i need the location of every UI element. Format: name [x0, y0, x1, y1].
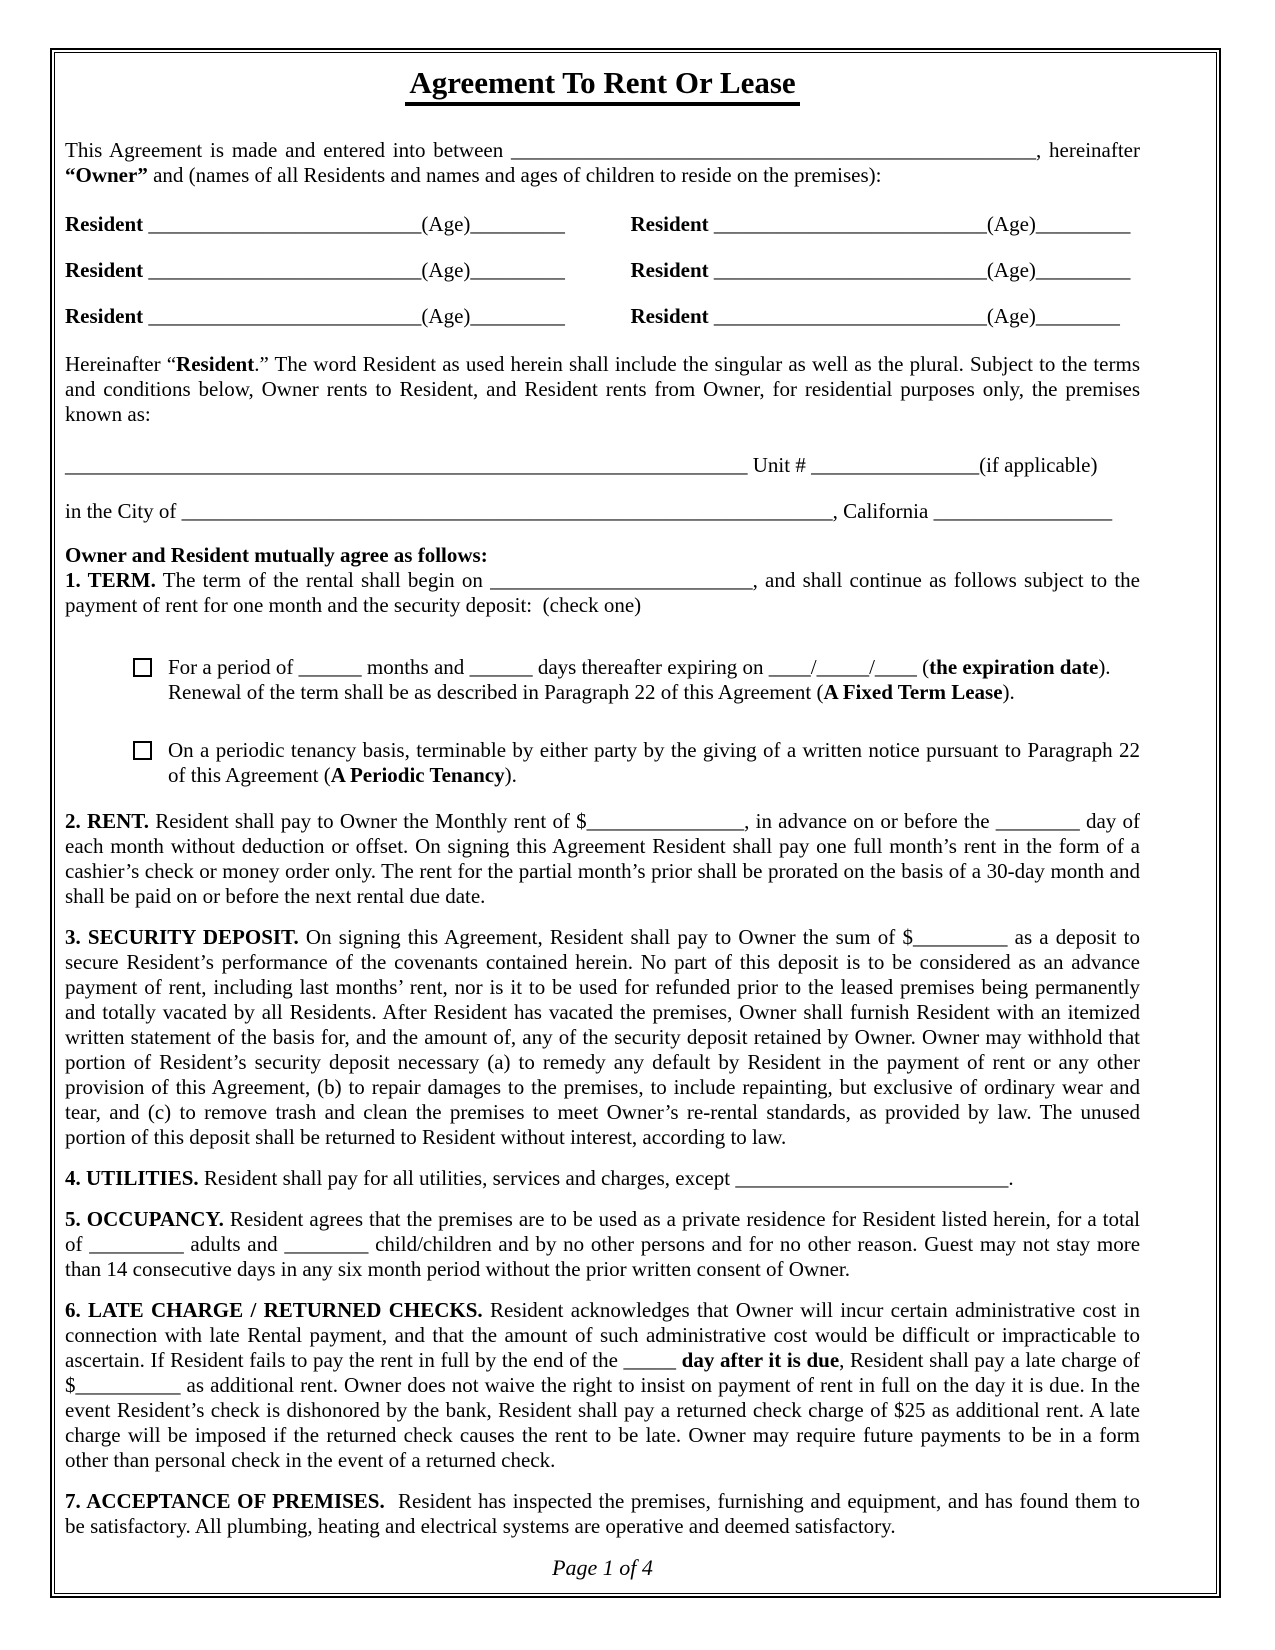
periodic-tenancy-term: A Periodic Tenancy — [330, 763, 505, 787]
intro-text-2: , hereinafter — [1036, 138, 1140, 162]
rent-text-3: day of each month without deduction or offset. On signing this Agreement Resident shall pay one full month’s rent in the form of a cashier’s check or money order only. The rent for the partial month’s prior shall be prorated on the basis of a 30-day month and shall be paid on or before the next rental due date. — [65, 809, 1140, 908]
resident-row-3-right — [631, 304, 1141, 329]
resident-age-blank: _________ — [1035, 212, 1131, 236]
resident-term: Resident — [176, 352, 255, 376]
fixed-term-text — [168, 655, 1140, 705]
utilities-text-2: . — [1008, 1166, 1014, 1190]
resident-name-blank: __________________________ — [148, 258, 422, 282]
hereinafter-text-2: .” The word Resident as used herein shall include the singular as well as the plural. Subject to the terms and conditions below, Owner rents to Resident, and Resident rents from Owner, for residential purposes only, the premises known as: — [65, 352, 1140, 426]
security-text-1: On signing this Agreement, Resident shall pay to Owner the sum of $ — [298, 925, 913, 949]
occupancy-label: 5. OCCUPANCY. — [65, 1207, 224, 1231]
resident-label: Resident — [65, 258, 144, 282]
resident-row-2-right — [631, 258, 1141, 283]
periodic-tenancy-option — [133, 738, 1140, 788]
if-applicable-label: (if applicable) — [979, 453, 1098, 477]
fixed-term-option — [133, 655, 1140, 705]
utilities-text-1: Resident shall pay for all utilities, services and charges, except — [198, 1166, 736, 1190]
age-label: (Age) — [986, 304, 1036, 328]
expiration-date-blank: ____/_____/____ — [768, 655, 917, 679]
resident-age-blank: _________ — [470, 304, 565, 328]
fixed-term-t5: ). — [1098, 655, 1111, 679]
resident-age-blank: _________ — [1035, 258, 1131, 282]
utilities-label: 4. UTILITIES. — [65, 1166, 199, 1190]
section-4-utilities — [65, 1166, 1140, 1191]
periodic-text-2: ). — [504, 763, 517, 787]
fixed-term-t1: For a period of — [168, 655, 299, 679]
age-label: (Age) — [986, 258, 1036, 282]
rent-text-2: , in advance on or before the — [744, 809, 996, 833]
premises-address-blank: _________________________________________________________________ — [65, 453, 748, 477]
occupancy-text-1: Resident agrees that the premises are to be used as a private residence for Resident listed herein, for a total of — [65, 1207, 1141, 1256]
title-wrap — [65, 65, 1140, 106]
late-text-2: , Resident shall pay a late charge of $ — [65, 1348, 1140, 1397]
renewal-text: Renewal of the term shall be as described in Paragraph 22 of this Agreement ( — [168, 680, 824, 704]
rent-day-blank: ________ — [995, 809, 1080, 833]
city-blank: ______________________________________________________________ — [181, 499, 833, 523]
term-text-1: The term of the rental shall begin on — [155, 568, 491, 592]
resident-label: Resident — [630, 304, 709, 328]
section-5-occupancy — [65, 1207, 1140, 1282]
late-charge-label: 6. LATE CHARGE / RETURNED CHECKS. — [65, 1298, 483, 1322]
security-text-2: as a deposit to secure Resident’s performance of the covenants contained herein. No part of this deposit is to be considered as an advance payment of rent, including last months’ rent, nor is it to be used for refunded prior to the leased premises being permanently and totally vacated by all Residents. After Resident has vacated the premises, Owner shall furnish Resident with an itemized written statement of the basis for, and the amount of, any of the security deposit retained by Owner. Owner may withhold that portion of Resident’s security deposit necessary (a) to remedy any default by Resident in the payment of rent or any other provision of this Agreement, (b) to repair damages to the premises, to include repainting, but exclusive of ordinary wear and tear, and (c) to remove trash and clean the premises to meet Owner’s re-rental standards, as provided by law. The unused portion of this deposit shall be returned to Resident without interest, according to law. — [65, 925, 1140, 1149]
resident-row-1-right — [631, 212, 1141, 237]
zip-blank: _________________ — [933, 499, 1113, 523]
resident-row-3-left — [65, 304, 575, 329]
periodic-text-1: On a periodic tenancy basis, terminable by either party by the giving of a written notice pursuant to Paragraph 22 of this Agreement ( — [168, 738, 1140, 787]
fixed-term-line-2 — [168, 680, 1140, 705]
children-count-blank: ________ — [284, 1232, 369, 1256]
section-3-security-deposit — [65, 925, 1140, 1150]
premises-address-line — [65, 453, 1140, 478]
expiration-date-term: the expiration date — [929, 655, 1099, 679]
fixed-term-lease-term: A Fixed Term Lease — [823, 680, 1003, 704]
page-title: Agreement To Rent Or Lease — [405, 65, 799, 106]
intro-text-1: This Agreement is made and entered into between — [65, 138, 512, 162]
resident-label: Resident — [65, 212, 144, 236]
late-days-blank: _____ — [623, 1348, 677, 1372]
fixed-term-t2: months and — [361, 655, 470, 679]
unit-label: Unit # — [747, 453, 812, 477]
term-start-date-blank: _________________________ — [490, 568, 753, 592]
section-7-acceptance — [65, 1489, 1140, 1539]
resident-label: Resident — [630, 258, 709, 282]
day-after-due-term: day after it is due — [676, 1348, 840, 1372]
occupancy-text-3: child/children and by no other persons and for no other reason. Guest may not stay more than 14 consecutive days in any six month period without the prior written consent of Owner. — [65, 1232, 1141, 1281]
resident-age-blank: _________ — [470, 258, 565, 282]
resident-name-blank: __________________________ — [713, 304, 987, 328]
resident-age-blank: ________ — [1035, 304, 1120, 328]
rent-text-1: Resident shall pay to Owner the Monthly rent of $ — [149, 809, 587, 833]
intro-paragraph — [65, 138, 1140, 188]
section-6-late-charge — [65, 1298, 1140, 1473]
resident-label: Resident — [65, 304, 144, 328]
utilities-exception-blank: __________________________ — [735, 1166, 1009, 1190]
fixed-term-checkbox-icon[interactable] — [133, 658, 152, 677]
fixed-term-t4: ( — [916, 655, 930, 679]
city-line — [65, 499, 1140, 524]
renewal-text-end: ). — [1002, 680, 1015, 704]
page-number: Page 1 of 4 — [552, 1555, 653, 1580]
term-label: 1. TERM. — [65, 568, 156, 592]
resident-row-2-left — [65, 258, 575, 283]
fixed-term-t3: days thereafter expiring on — [532, 655, 769, 679]
periodic-tenancy-text — [168, 738, 1140, 788]
resident-label: Resident — [630, 212, 709, 236]
late-text-3: as additional rent. Owner does not waive the right to insist on payment of rent in full on the day it is due. In the event Resident’s check is dishonored by the bank, Resident shall pay a returned check charge of $25 as additional rent. A late charge will be imposed if the returned check causes the rent to be late. Owner may require future payments to be in a form other than personal check in the event of a returned check. — [65, 1373, 1140, 1472]
owner-term: “Owner” — [65, 163, 148, 187]
security-amount-blank: _________ — [912, 925, 1008, 949]
hereinafter-text-1: Hereinafter “ — [65, 352, 177, 376]
intro-text-3: and (names of all Residents and names and ages of children to reside on the premises): — [147, 163, 882, 187]
age-label: (Age) — [421, 212, 471, 236]
age-label: (Age) — [986, 212, 1036, 236]
resident-name-blank: __________________________ — [148, 212, 422, 236]
unit-number-blank: ________________ — [811, 453, 980, 477]
resident-name-blank: __________________________ — [148, 304, 422, 328]
acceptance-label: 7. ACCEPTANCE OF PREMISES. — [65, 1489, 385, 1513]
document-border — [50, 48, 1221, 1598]
resident-name-blank: __________________________ — [713, 258, 987, 282]
section-2-rent — [65, 809, 1140, 909]
california-label: , California — [832, 499, 934, 523]
late-charge-amount-blank: __________ — [75, 1373, 181, 1397]
age-label: (Age) — [421, 258, 471, 282]
resident-age-blank: _________ — [470, 212, 565, 236]
resident-row-1-left — [65, 212, 575, 237]
occupancy-text-2: adults and — [183, 1232, 285, 1256]
adults-count-blank: _________ — [89, 1232, 184, 1256]
age-label: (Age) — [421, 304, 471, 328]
hereinafter-paragraph — [65, 352, 1140, 427]
security-deposit-label: 3. SECURITY DEPOSIT. — [65, 925, 299, 949]
fixed-term-line-1 — [168, 655, 1140, 680]
days-blank: ______ — [469, 655, 533, 679]
months-blank: ______ — [298, 655, 362, 679]
owner-name-blank: __________________________________________________ — [511, 138, 1037, 162]
rent-amount-blank: _______________ — [586, 809, 745, 833]
late-text-1: Resident acknowledges that Owner will incur certain administrative cost in connection with late Rental payment, and that the amount of such administrative cost would be difficult or impracticable to ascertain. If Resident fails to pay the rent in full by the end of the — [65, 1298, 1140, 1372]
city-label: in the City of — [65, 499, 182, 523]
residents-grid — [65, 212, 1140, 329]
rent-label: 2. RENT. — [65, 809, 149, 833]
term-text-2: , and shall continue as follows subject to the payment of rent for one month and the security deposit: (check one) — [65, 568, 1140, 617]
acceptance-text-1: Resident has inspected the premises, furnishing and equipment, and has found them to be satisfactory. All plumbing, heating and electrical systems are operative and deemed satisfactory. — [65, 1489, 1141, 1538]
document-page — [54, 52, 1217, 1594]
periodic-tenancy-checkbox-icon[interactable] — [133, 741, 152, 760]
resident-name-blank: __________________________ — [713, 212, 987, 236]
agree-heading: Owner and Resident mutually agree as follows: — [65, 543, 488, 567]
section-1-term — [65, 568, 1140, 618]
